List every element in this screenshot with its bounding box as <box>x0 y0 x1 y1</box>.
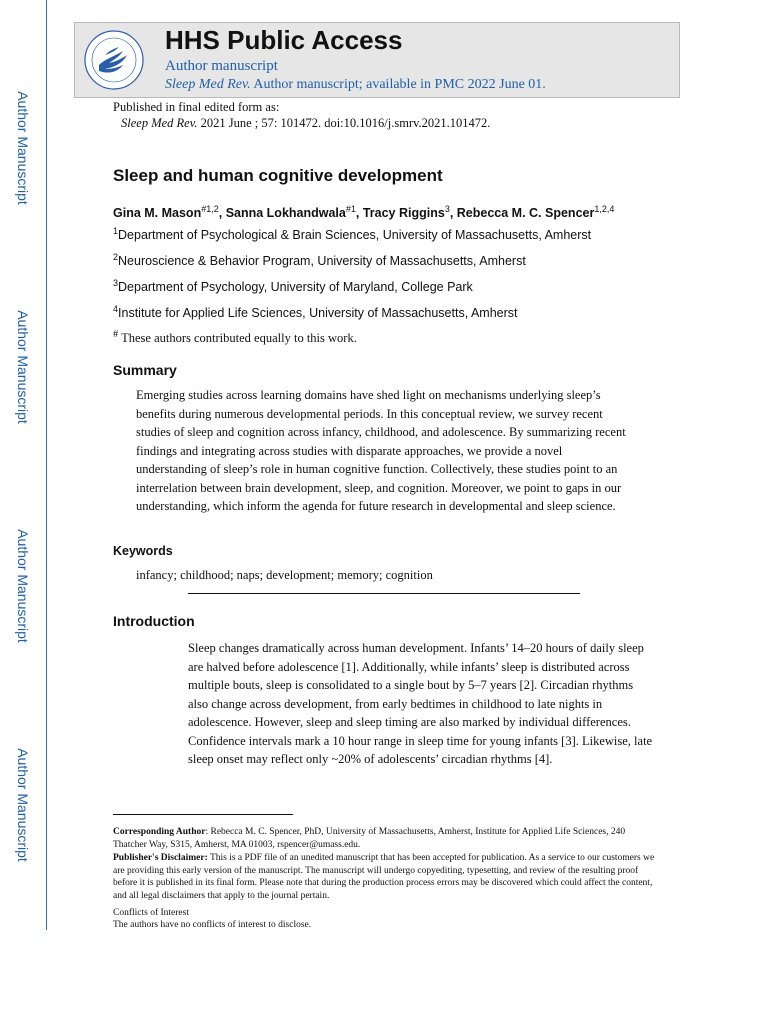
sidebar-label: Author Manuscript <box>15 529 31 643</box>
introduction-heading: Introduction <box>113 613 195 629</box>
sidebar-label: Author Manuscript <box>15 310 31 424</box>
summary-line: findings and integrating across studies with disparate approaches, we provide a novel <box>136 443 563 458</box>
keywords-text: infancy; childhood; naps; development; memory; cognition <box>136 568 433 582</box>
journal-name: Sleep Med Rev. <box>165 77 251 92</box>
manuscript-label: Author manuscript <box>165 58 278 74</box>
equal-note-sup: # <box>113 329 119 340</box>
author-sup: 1,2,4 <box>594 204 615 214</box>
summary-line: understanding, which inform the agenda for future research in developmental and sleep science. <box>136 499 616 513</box>
summary-line: benefits during numerous developmental periods. In this conceptual review, we survey recent <box>136 406 603 421</box>
affiliation <box>113 252 526 268</box>
sidebar-label: Author Manuscript <box>15 748 31 862</box>
conflicts-text: The authors have no conflicts of interest to disclose. <box>113 920 312 930</box>
intro-line: are halved before adolescence [1]. Additionally, while infants’ sleep is distributed across <box>188 659 630 674</box>
publisher-disclaimer <box>113 852 658 902</box>
intro-line: also change across development, from early bedtimes in childhood to late nights in <box>188 696 603 711</box>
affiliation-sup: 2 <box>113 252 119 262</box>
affiliation-text: Neuroscience & Behavior Program, University of Massachusetts, Amherst <box>118 254 526 269</box>
affiliation-sup: 3 <box>113 278 119 288</box>
affiliation <box>113 304 518 320</box>
summary-line: studies of sleep and cognition across infancy, childhood, and adolescence. By summarizing recent <box>136 425 626 439</box>
keywords-heading: Keywords <box>113 544 173 558</box>
affiliation-sup: 4 <box>113 304 119 314</box>
affiliation-text: Department of Psychological & Brain Sciences, University of Massachusetts, Amherst <box>118 228 592 243</box>
corresponding-text: : Rebecca M. C. Spencer, PhD, University of Massachusetts, Amherst, Institute for Applied Life Sciences, 240 Thatcher Way, S315, Amherst, MA 01003, rspencer@umass.edu. <box>113 827 626 850</box>
affiliation-text: Department of Psychology, University of Maryland, College Park <box>118 280 473 295</box>
summary-text <box>136 386 626 516</box>
author-name: Rebecca M. C. Spencer <box>456 206 595 221</box>
intro-line: sleep onset may reflect only ~20% of adolescents’ circadian rhythms [4]. <box>188 752 553 766</box>
author-sup: #1 <box>345 204 356 214</box>
disclaimer-text: This is a PDF file of an unedited manuscript that has been accepted for publication. As a service to our customers we are providing this early version of the manuscript. The manuscript will undergo copyediting, typesetting, and review of the resulting proof before it is published in its final form. Please note that during the production process errors may be discovered which could affect the content, and all legal disclaimers that apply to the journal pertain. <box>113 853 655 901</box>
affiliation-sup: 1 <box>113 226 119 236</box>
author-sup: 3 <box>444 204 450 214</box>
affiliation <box>113 226 591 242</box>
affiliation-text: Institute for Applied Life Sciences, University of Massachusetts, Amherst <box>118 306 518 321</box>
equal-contribution-note <box>113 329 357 346</box>
conflicts-heading: Conflicts of Interest <box>113 908 189 918</box>
hhs-title: HHS Public Access <box>165 25 403 55</box>
affiliation <box>113 278 473 294</box>
author-separator: , <box>449 206 457 221</box>
intro-line: Sleep changes dramatically across human development. Infants’ 14–20 hours of daily sleep <box>188 641 644 655</box>
summary-heading: Summary <box>113 362 177 378</box>
author-sup: #1,2 <box>201 204 219 214</box>
published-label: Published in final edited form as: <box>113 100 280 114</box>
published-journal: Sleep Med Rev. <box>121 116 198 130</box>
hhs-header <box>74 22 680 98</box>
corresponding-author-note <box>113 826 658 851</box>
left-sidebar <box>0 0 47 930</box>
sidebar-label: Author Manuscript <box>15 91 31 205</box>
intro-line: adolescence. However, sleep and sleep timing are also marked by individual differences. <box>188 715 631 729</box>
availability-line <box>165 77 546 93</box>
author-name: Sanna Lokhandwala <box>225 206 346 221</box>
published-citation <box>113 115 490 131</box>
summary-line: Emerging studies across learning domains have shed light on mechanisms underlying sleep’s <box>136 388 601 402</box>
equal-note-text: These authors contributed equally to this work. <box>121 331 357 346</box>
author-name: Gina M. Mason <box>113 206 202 221</box>
availability-text: Author manuscript; available in PMC 2022 June 01. <box>253 77 546 92</box>
summary-line: understanding of sleep’s role in human cognitive function. Collectively, these studies point to an <box>136 462 618 476</box>
intro-line: multiple bouts, sleep is consolidated to a single bout by 5–7 years [2]. Circadian rhythms <box>188 678 634 692</box>
author-list <box>113 204 614 220</box>
summary-line: interrelation between brain development, sleep, and cognition. Moreover, we point to gaps in our <box>136 480 622 495</box>
footnote-divider <box>113 814 293 815</box>
section-divider <box>188 593 580 594</box>
corresponding-label: Corresponding Author <box>113 827 206 837</box>
citation-text: 2021 June ; 57: 101472. doi:10.1016/j.smrv.2021.101472. <box>200 116 491 130</box>
intro-line: Confidence intervals mark a 10 hour range in sleep time for young infants [3]. Likewise, late <box>188 733 653 748</box>
article-title: Sleep and human cognitive development <box>113 166 443 185</box>
disclaimer-label: Publisher's Disclaimer: <box>113 853 208 863</box>
published-in <box>113 99 490 131</box>
author-separator: , <box>218 206 226 221</box>
author-name: Tracy Riggins <box>362 206 445 221</box>
hhs-eagle-logo-icon <box>83 29 145 91</box>
author-separator: , <box>355 206 363 221</box>
introduction-text <box>188 639 652 769</box>
